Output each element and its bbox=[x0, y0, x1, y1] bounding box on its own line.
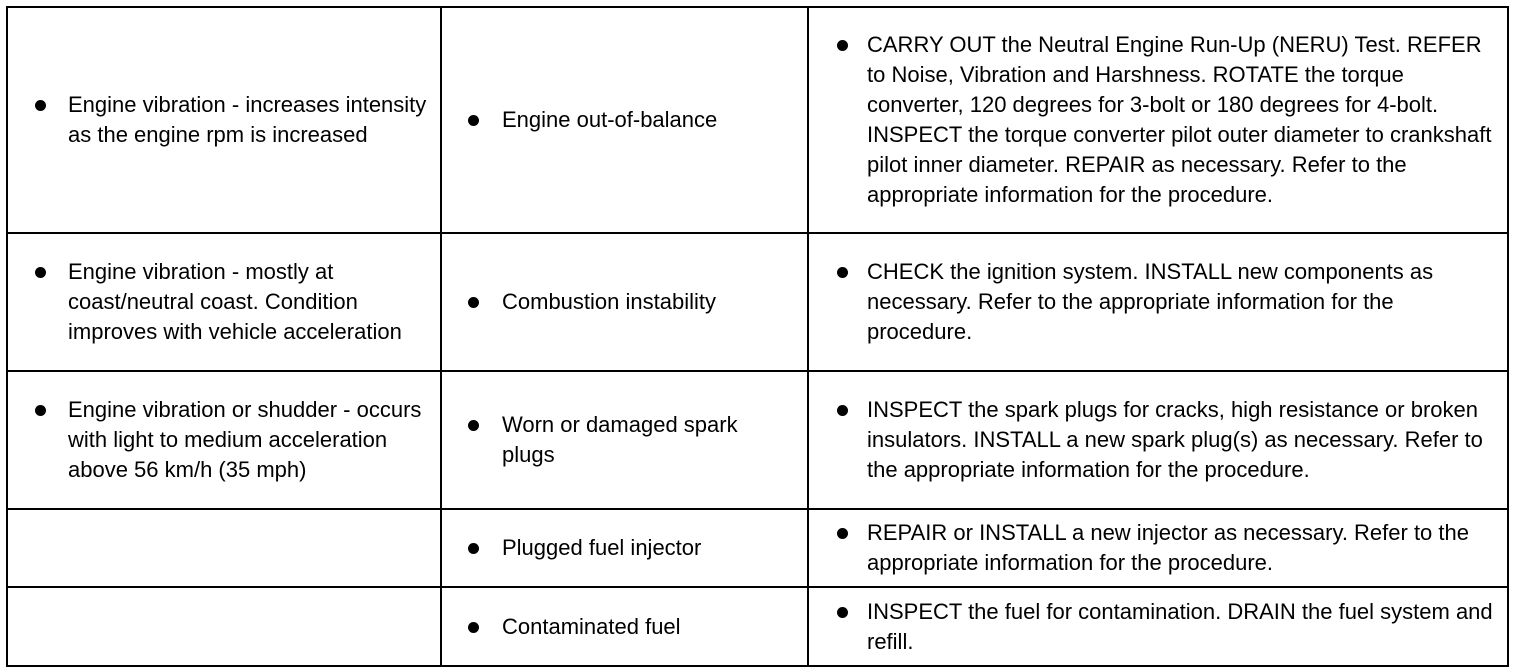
action-cell bbox=[808, 7, 1508, 233]
bullet-icon bbox=[35, 267, 46, 278]
table-row bbox=[7, 371, 1508, 509]
condition-cell-empty bbox=[7, 587, 441, 666]
table-row bbox=[7, 233, 1508, 371]
source-text: Combustion instability bbox=[502, 289, 716, 314]
source-cell bbox=[441, 233, 808, 371]
bullet-icon bbox=[837, 40, 848, 51]
source-cell bbox=[441, 587, 808, 666]
bullet-icon bbox=[468, 420, 479, 431]
bullet-icon bbox=[35, 405, 46, 416]
condition-text: Engine vibration - mostly at coast/neutral coast. Condition improves with vehicle acceleration bbox=[68, 259, 402, 344]
bullet-icon bbox=[468, 297, 479, 308]
bullet-icon bbox=[837, 267, 848, 278]
action-cell bbox=[808, 233, 1508, 371]
action-cell bbox=[808, 587, 1508, 666]
bullet-icon bbox=[837, 607, 848, 618]
source-text: Plugged fuel injector bbox=[502, 535, 702, 560]
condition-cell bbox=[7, 7, 441, 233]
condition-cell-empty bbox=[7, 509, 441, 587]
bullet-icon bbox=[468, 622, 479, 633]
action-text: INSPECT the spark plugs for cracks, high resistance or broken insulators. INSTALL a new spark plug(s) as necessary. Refer to the appropriate information for the procedure. bbox=[867, 397, 1483, 482]
condition-cell bbox=[7, 371, 441, 509]
source-text: Worn or damaged spark plugs bbox=[502, 412, 738, 467]
table-row bbox=[7, 587, 1508, 666]
bullet-icon bbox=[468, 115, 479, 126]
action-text: CHECK the ignition system. INSTALL new components as necessary. Refer to the appropriate information for the procedure. bbox=[867, 259, 1434, 344]
source-cell bbox=[441, 7, 808, 233]
condition-text: Engine vibration or shudder - occurs with light to medium acceleration above 56 km/h (35 mph) bbox=[68, 397, 422, 482]
condition-cell bbox=[7, 233, 441, 371]
table-row bbox=[7, 7, 1508, 233]
bullet-icon bbox=[837, 405, 848, 416]
bullet-icon bbox=[468, 543, 479, 554]
action-text: INSPECT the fuel for contamination. DRAIN the fuel system and refill. bbox=[867, 598, 1493, 654]
action-text: REPAIR or INSTALL a new injector as necessary. Refer to the appropriate information for the procedure. bbox=[867, 520, 1469, 575]
bullet-icon bbox=[837, 528, 848, 539]
source-text: Engine out-of-balance bbox=[502, 107, 718, 132]
source-cell bbox=[441, 509, 808, 587]
source-text: Contaminated fuel bbox=[502, 613, 681, 639]
action-text: CARRY OUT the Neutral Engine Run-Up (NERU) Test. REFER to Noise, Vibration and Harshness. ROTATE the torque converter, 120 degrees for 3-bolt or 180 degrees for 4-bolt. INSPECT the torque converter pilot outer diameter to crankshaft pilot inner diameter. REPAIR as necessary. Refer to the appropriate information for the procedure. bbox=[867, 32, 1492, 207]
condition-text: Engine vibration - increases intensity as the engine rpm is increased bbox=[68, 92, 427, 147]
table-row bbox=[7, 509, 1508, 587]
action-cell bbox=[808, 509, 1508, 587]
diagnostic-table bbox=[6, 6, 1509, 667]
source-cell bbox=[441, 371, 808, 509]
action-cell bbox=[808, 371, 1508, 509]
bullet-icon bbox=[35, 100, 46, 111]
